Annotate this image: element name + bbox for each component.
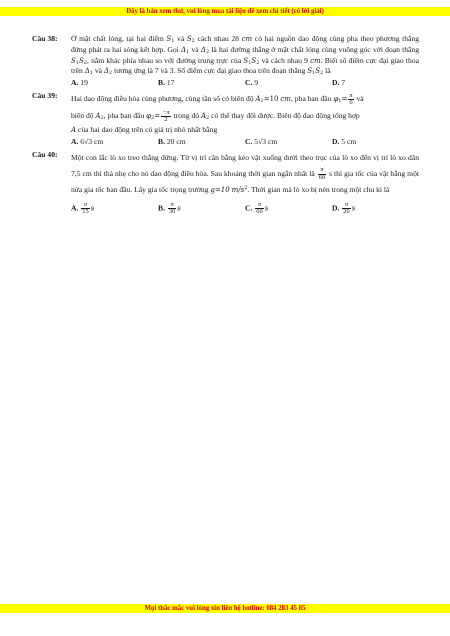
hotline-banner (0, 604, 450, 613)
text-segment: và (177, 34, 185, 43)
text-segment: , nằm khác phía nhau so với đường trung trực của (86, 55, 242, 65)
text-segment: s thì gia tốc của vật bằng một nửa gia tốc ban đầu. Lấy gia tốc trọng trường (71, 168, 419, 194)
answer-c[interactable]: C. 5√3 cm (245, 136, 278, 146)
text-segment: là (325, 66, 331, 76)
question-40 (32, 150, 419, 216)
text-segment: và (191, 44, 199, 54)
math-delta1: $\Delta_1$ (180, 45, 190, 55)
answer-options (71, 202, 419, 216)
math-s1s2: $S_1S_2$ (71, 56, 87, 66)
question-39 (32, 91, 419, 147)
question-label: Câu 40: (32, 149, 58, 159)
answer-a[interactable]: A. 19 (71, 78, 88, 87)
text-segment: biên độ (71, 111, 94, 121)
math-s2: $S_2$ (186, 35, 195, 44)
text-segment: . Thời gian mà lò xo bị nén trong một chu kì là (247, 184, 390, 194)
fraction-pi-60: $\frac{\pi}{60}$ (318, 166, 326, 181)
text-segment: Ở mặt chất lỏng, tại hai điểm (71, 34, 164, 43)
text-segment: là hai đường thẳng ở mặt chất lỏng cùng vuông góc với đoạn thẳng (211, 44, 419, 54)
text-segment: và (94, 66, 103, 76)
question-text (71, 150, 419, 216)
fraction-pi-6: $\frac{\pi}{6}$ (349, 91, 353, 106)
unit-ms2: $m/s^2$ (231, 184, 248, 194)
text-segment: có thể thay đổi được. Biên độ dao động tổng hợp (211, 111, 360, 121)
text-segment: Một con lắc lò xo treo thẳng đứng. Từ vị trí cân bằng kéo vật xuống dưới theo trục của lò xo đến vị trí lò xo dãn 7,5 cm thì thả nhẹ cho nó dao động điều hòa. Sau khoảng thời gian ngắn nhất là (71, 152, 419, 178)
text-segment: , pha ban đầu (103, 111, 145, 121)
answer-options (71, 137, 419, 147)
question-text (71, 34, 419, 88)
text-segment: trong đó (173, 111, 200, 121)
fraction-minus-pi-2: $\frac{-\pi}{2}$ (162, 108, 170, 123)
math-s1s2: $S_1S_2$ (243, 56, 260, 66)
math-g: g=10 (210, 185, 230, 194)
text-segment: , pha ban đầu (290, 94, 332, 104)
math-a2: $A_2$ (95, 112, 104, 122)
text-segment: có hai nguồn dao động cùng pha theo phương thẳng đứng phát ra hai sóng kết hợp. Gọi (71, 34, 420, 54)
preview-banner-text: Đây là bản xem thử, vui lòng mua tài liệu để xem chi tiết (có lời giải) (126, 8, 324, 15)
math-phi2: $\varphi_2=$ (146, 112, 161, 122)
math-delta1: $\Delta_1$ (84, 67, 93, 77)
text-segment: cách nhau 28 (197, 34, 239, 43)
answer-d[interactable]: D. 5 cm (332, 136, 357, 146)
question-list (32, 34, 419, 218)
unit-cm: cm (280, 95, 291, 104)
text-segment: tương ứng là 7 và 3. Số điểm cực đại giao thoa trên đoạn thẳng (114, 66, 306, 76)
question-label: Câu 39: (32, 91, 58, 101)
math-phi1: $\varphi_1=$ (333, 95, 348, 105)
text-segment: và (356, 94, 364, 104)
math-s1s2: $S_1S_2$ (307, 67, 324, 77)
answer-a[interactable]: A. $\frac{\pi}{15}$ s (71, 200, 95, 216)
math-a: A (71, 126, 77, 135)
question-text (71, 91, 419, 147)
text-segment: Hai dao động điều hòa cùng phương, cùng tần số có biên độ (71, 94, 254, 104)
text-segment: . Biết số điểm cực đại giao thoa trên (71, 55, 419, 76)
preview-banner (0, 7, 450, 16)
answer-c[interactable]: C. $\frac{\pi}{60}$ s (245, 200, 269, 216)
answer-b[interactable]: B. $\frac{\pi}{30}$ s (158, 200, 181, 216)
answer-b[interactable]: B. 17 (158, 78, 175, 87)
question-label: Câu 38: (32, 34, 58, 43)
math-a2: $A_2$ (200, 112, 210, 122)
math-a1: $A_1=10$ (255, 95, 279, 105)
answer-d[interactable]: D. 7 (332, 78, 346, 87)
math-s1: $S_1$ (166, 35, 175, 44)
question-38 (32, 34, 419, 88)
answer-c[interactable]: C. 9 (245, 78, 259, 87)
math-delta2: $\Delta_2$ (103, 67, 113, 77)
math-delta2: $\Delta_2$ (200, 45, 210, 55)
text-segment: của hai dao động trên có giá trị nhỏ nhất bằng (77, 125, 218, 135)
text-segment: và cách nhau 9 (261, 55, 308, 65)
hotline-banner-text: Mọi thắc mắc vui lòng xin liên hệ hotline: 084 283 45 85 (144, 605, 306, 612)
unit-cm: cm (310, 56, 321, 65)
answer-d[interactable]: D. $\frac{\pi}{20}$ s (332, 200, 356, 216)
answer-b[interactable]: B. 20 cm (158, 136, 186, 146)
answer-options (71, 78, 419, 88)
answer-a[interactable]: A. 6√3 cm (71, 136, 104, 146)
unit-cm: cm (241, 35, 253, 43)
